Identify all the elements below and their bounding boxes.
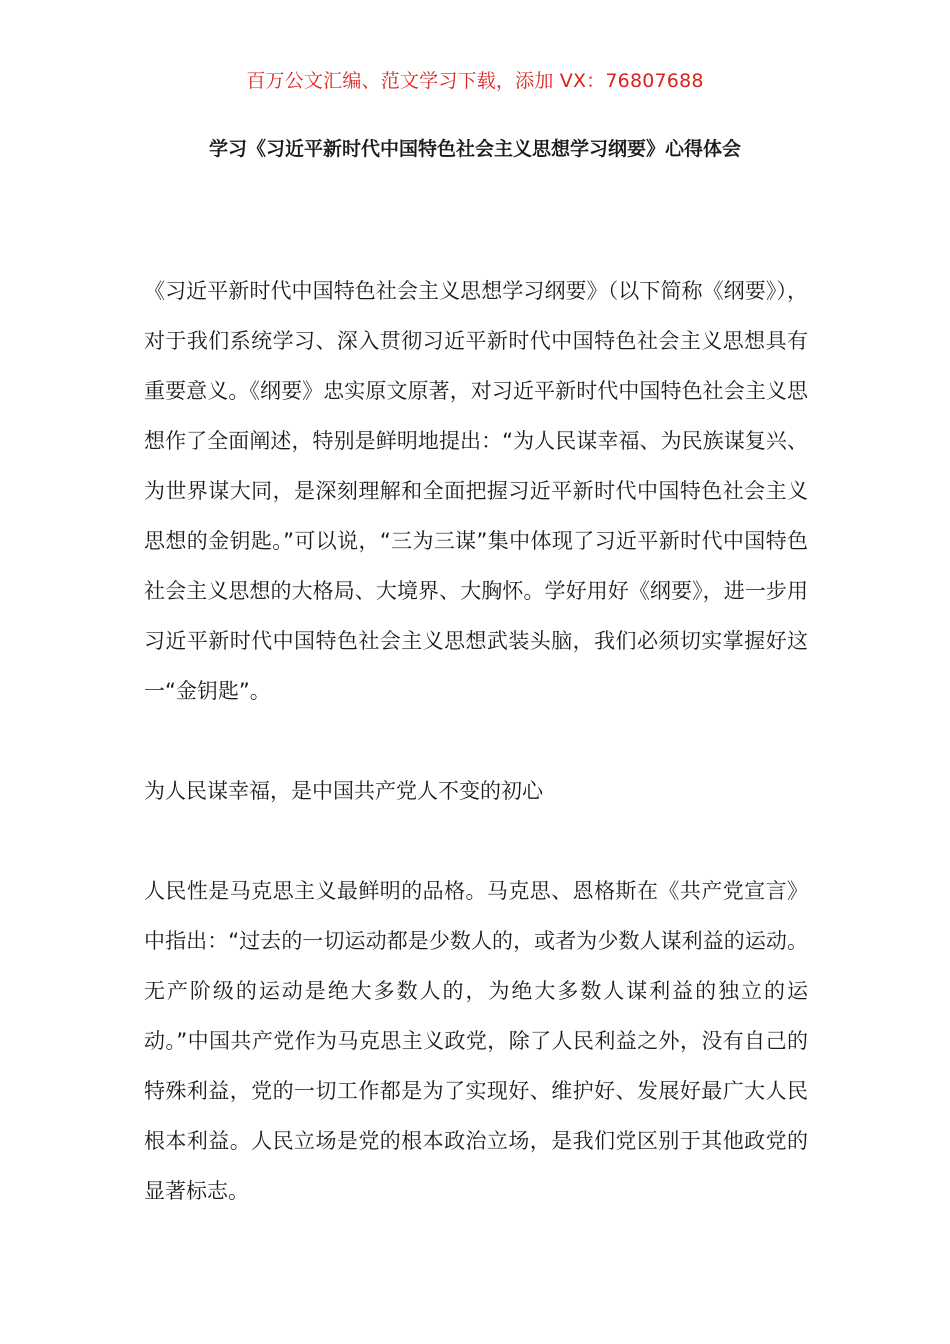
document-title: 学习《习近平新时代中国特色社会主义思想学习纲要》心得体会 (208, 138, 741, 160)
section-heading: 为人民谋幸福，是中国共产党人不变的初心 (144, 779, 543, 803)
paragraph-body: 人民性是马克思主义最鲜明的品格。马克思、恩格斯在《共产党宣言》中指出：“过去的一切运动都是少数人的，或者为少数人谋利益的运动。无产阶级的运动是绝大多数人的，为绝大多数人谋利益的独立的运动。”中国共产党作为马克思主义政党，除了人民利益之外，没有自己的特殊利益，党的一切工作都是为了实现好、维护好、发展好最广大人民根本利益。人民立场是党的根本政治立场，是我们党区别于其他政党的显著标志。 (144, 879, 808, 1203)
paragraph-intro: 《习近平新时代中国特色社会主义思想学习纲要》（以下简称《纲要》），对于我们系统学习、深入贯彻习近平新时代中国特色社会主义思想具有重要意义。《纲要》忠实原文原著，对习近平新时代中国特色社会主义思想作了全面阐述，特别是鲜明地提出：“为人民谋幸福、为民族谋复兴、为世界谋大同，是深刻理解和全面把握习近平新时代中国特色社会主义思想的金钥匙。”可以说，“三为三谋”集中体现了习近平新时代中国特色社会主义思想的大格局、大境界、大胸怀。学好用好《纲要》，进一步用习近平新时代中国特色社会主义思想武装头脑，我们必须切实掌握好这一“金钥匙”。 (144, 279, 808, 703)
promo-banner: 百万公文汇编、范文学习下载，添加 VX：76807688 (246, 70, 704, 92)
